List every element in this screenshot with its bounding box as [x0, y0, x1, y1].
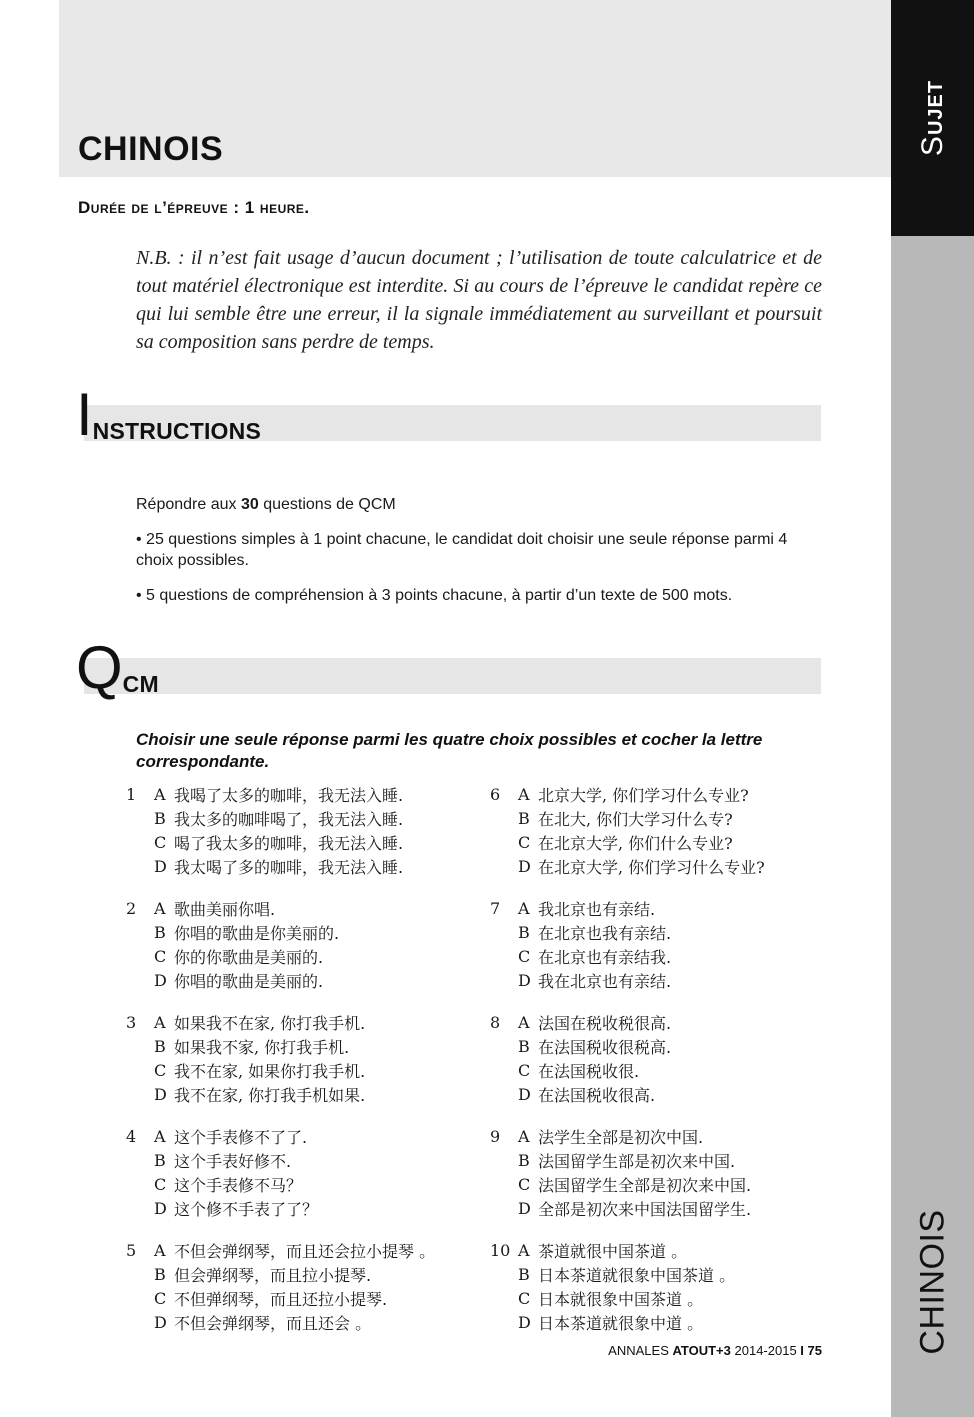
option-letter: A: [518, 898, 530, 918]
question-6-option-a: [490, 782, 850, 806]
option-text: 在北京也有亲结我.: [538, 947, 672, 967]
instructions-bullet-2: • 5 questions de compréhension à 3 points chacune, à partir d’un texte de 500 mots.: [136, 587, 733, 604]
option-text: 法国在税收税很高.: [538, 1013, 672, 1033]
option-text: 北京大学, 你们学习什么专业?: [538, 785, 749, 805]
option-letter: B: [518, 1036, 530, 1056]
question-number: 1: [126, 784, 137, 804]
question-number: 10: [490, 1240, 511, 1260]
question-4-option-c: [126, 1172, 486, 1196]
option-text: 这个手表修不马？: [174, 1175, 303, 1195]
questions-right-column: [490, 782, 850, 1352]
option-letter: A: [154, 784, 166, 804]
question-6: [490, 782, 850, 896]
question-7: [490, 896, 850, 1010]
question-9-option-c: [490, 1172, 850, 1196]
option-letter: C: [154, 1060, 167, 1080]
page-title: CHINOIS: [78, 130, 224, 168]
question-4: [126, 1124, 486, 1238]
question-8-option-b: [490, 1034, 850, 1058]
question-5-option-b: [126, 1262, 486, 1286]
question-8-option-d: [490, 1082, 850, 1106]
option-letter: B: [518, 1150, 530, 1170]
option-letter: A: [154, 1012, 166, 1032]
option-text: 我不在家, 你打我手机如果.: [174, 1085, 366, 1105]
question-number: 5: [126, 1240, 137, 1260]
question-7-option-c: [490, 944, 850, 968]
nb-paragraph: N.B. : il n’est fait usage d’aucun document ; l’utilisation de toute calculatrice et de tout matériel électronique est interdite. Si au cours de l’épreuve le candidat repère ce qui lui semble être une erreur, il la signale immédiatement au surveillant et poursuit sa composition sans perdre de temps.: [136, 247, 822, 353]
qcm-band: [84, 658, 821, 694]
option-text: 如果我不在家, 你打我手机.: [174, 1013, 366, 1033]
question-7-option-b: [490, 920, 850, 944]
question-7-option-d: [490, 968, 850, 992]
option-letter: D: [154, 970, 167, 990]
question-number: 2: [126, 898, 137, 918]
option-text: 在法国税收很.: [538, 1061, 640, 1081]
question-6-option-d: [490, 854, 850, 878]
question-number: 3: [126, 1012, 137, 1032]
option-letter: A: [518, 784, 530, 804]
option-text: 歌曲美丽你唱.: [174, 899, 276, 919]
page-footer: [608, 1343, 822, 1358]
option-letter: C: [154, 832, 167, 852]
qcm-heading-rest: CM: [122, 671, 159, 697]
questions-left-column: [126, 782, 486, 1352]
question-10-option-c: [490, 1286, 850, 1310]
page-number: 75: [803, 1343, 822, 1358]
question-3-option-d: [126, 1082, 486, 1106]
question-number: 4: [126, 1126, 137, 1146]
option-text: 我在北京也有亲结.: [538, 971, 672, 991]
question-9: [490, 1124, 850, 1238]
option-text: 但会弹纲琴，而且拉小提琴.: [174, 1265, 372, 1285]
option-text: 我北京也有亲结.: [538, 899, 656, 919]
question-number: 8: [490, 1012, 501, 1032]
option-letter: C: [518, 1174, 531, 1194]
question-2-option-a: [126, 896, 486, 920]
option-letter: D: [154, 1312, 167, 1332]
option-letter: C: [154, 1288, 167, 1308]
question-9-option-d: [490, 1196, 850, 1220]
question-5: [126, 1238, 486, 1352]
question-4-option-a: [126, 1124, 486, 1148]
question-8: [490, 1010, 850, 1124]
option-letter: C: [154, 946, 167, 966]
option-letter: B: [518, 808, 530, 828]
qcm-instruction: Choisir une seule réponse parmi les quatre choix possibles et cocher la lettre correspondante.: [136, 730, 763, 771]
question-1-option-c: [126, 830, 486, 854]
option-letter: B: [154, 808, 166, 828]
option-text: 全部是初次来中国法国留学生.: [538, 1199, 752, 1219]
option-letter: A: [154, 1126, 166, 1146]
option-letter: D: [154, 856, 167, 876]
footer-brand: ATOUT+3: [672, 1343, 731, 1358]
question-6-option-c: [490, 830, 850, 854]
question-1-option-a: [126, 782, 486, 806]
option-text: 日本就很象中国茶道 。: [538, 1289, 704, 1309]
option-text: 不但会弹纲琴，而且还会 。: [174, 1313, 372, 1333]
question-1-option-d: [126, 854, 486, 878]
question-2-option-c: [126, 944, 486, 968]
option-letter: C: [518, 946, 531, 966]
option-text: 我喝了太多的咖啡，我无法入睡.: [174, 785, 404, 805]
question-8-option-c: [490, 1058, 850, 1082]
option-text: 不但弹纲琴，而且还拉小提琴.: [174, 1289, 388, 1309]
instructions-heading: [76, 381, 261, 448]
sujet-initial: S: [916, 135, 949, 157]
option-letter: A: [518, 1240, 530, 1260]
question-6-option-b: [490, 806, 850, 830]
question-number: 7: [490, 898, 501, 918]
option-letter: C: [518, 1288, 531, 1308]
option-letter: B: [518, 922, 530, 942]
option-text: 法国留学生部是初次来中国.: [538, 1151, 736, 1171]
option-text: 这个修不手表了了？: [174, 1199, 319, 1219]
instructions-bullet-1: • 25 questions simples à 1 point chacune, le candidat doit choisir une seule réponse parmi 4 choix possibles.: [136, 531, 788, 569]
option-text: 你唱的歌曲是美丽的.: [174, 971, 324, 991]
sidebar-subject-label: CHINOIS: [913, 1209, 952, 1355]
instructions-heading-rest: NSTRUCTIONS: [92, 418, 261, 444]
footer-separator: I: [800, 1343, 804, 1358]
option-text: 日本茶道就很象中道 。: [538, 1313, 704, 1333]
qcm-initial: Q: [76, 634, 123, 701]
question-3-option-a: [126, 1010, 486, 1034]
footer-annales: ANNALES: [608, 1343, 673, 1358]
question-9-option-b: [490, 1148, 850, 1172]
question-1: [126, 782, 486, 896]
option-text: 你唱的歌曲是你美丽的.: [174, 923, 340, 943]
option-text: 不但会弹纲琴，而且还会拉小提琴 。: [174, 1241, 436, 1261]
sidebar-sujet-label: [916, 80, 950, 156]
intro-after: questions de QCM: [258, 496, 396, 513]
option-letter: D: [518, 1198, 531, 1218]
question-1-option-b: [126, 806, 486, 830]
question-2-option-d: [126, 968, 486, 992]
sujet-rest: UJET: [925, 79, 947, 136]
option-text: 我不在家, 如果你打我手机.: [174, 1061, 366, 1081]
option-text: 如果我不家, 你打我手机.: [174, 1037, 350, 1057]
option-letter: B: [518, 1264, 530, 1284]
option-text: 我太喝了多的咖啡，我无法入睡.: [174, 857, 404, 877]
qcm-heading: [76, 634, 159, 701]
option-letter: C: [154, 1174, 167, 1194]
option-letter: D: [518, 1084, 531, 1104]
option-letter: B: [154, 1150, 166, 1170]
option-text: 日本茶道就很象中国茶道 。: [538, 1265, 736, 1285]
option-text: 茶道就很中国茶道 。: [538, 1241, 688, 1261]
question-count: 30: [240, 496, 259, 513]
instructions-initial: I: [76, 381, 93, 448]
option-letter: A: [518, 1012, 530, 1032]
option-text: 这个手表好修不.: [174, 1151, 292, 1171]
option-text: 在北京大学, 你们学习什么专业?: [538, 857, 765, 877]
question-5-option-a: [126, 1238, 486, 1262]
option-text: 法学生全部是初次中国.: [538, 1127, 704, 1147]
instructions-intro: [136, 494, 826, 515]
option-text: 在北京也我有亲结.: [538, 923, 672, 943]
question-2: [126, 896, 486, 1010]
question-7-option-a: [490, 896, 850, 920]
option-text: 在北京大学, 你们什么专业?: [538, 833, 733, 853]
question-3-option-b: [126, 1034, 486, 1058]
question-10-option-b: [490, 1262, 850, 1286]
footer-year: 2014-2015: [730, 1343, 801, 1358]
question-8-option-a: [490, 1010, 850, 1034]
option-text: 你的你歌曲是美丽的.: [174, 947, 324, 967]
option-letter: A: [518, 1126, 530, 1146]
option-letter: D: [154, 1084, 167, 1104]
option-text: 在法国税收很高.: [538, 1085, 656, 1105]
intro-before: Répondre aux: [136, 496, 241, 513]
option-letter: B: [154, 1264, 166, 1284]
option-text: 在法国税收很税高.: [538, 1037, 672, 1057]
question-4-option-d: [126, 1196, 486, 1220]
option-letter: D: [518, 970, 531, 990]
question-10: [490, 1238, 850, 1352]
question-number: 6: [490, 784, 501, 804]
question-2-option-b: [126, 920, 486, 944]
option-letter: C: [518, 1060, 531, 1080]
option-text: 喝了我太多的咖啡，我无法入睡.: [174, 833, 404, 853]
question-9-option-a: [490, 1124, 850, 1148]
option-letter: D: [154, 1198, 167, 1218]
option-text: 我太多的咖啡喝了，我无法入睡.: [174, 809, 404, 829]
option-letter: D: [518, 1312, 531, 1332]
option-letter: C: [518, 832, 531, 852]
question-10-option-a: [490, 1238, 850, 1262]
option-letter: B: [154, 1036, 166, 1056]
option-letter: B: [154, 922, 166, 942]
option-text: 在北大, 你们大学习什么专?: [538, 809, 733, 829]
option-letter: A: [154, 1240, 166, 1260]
option-text: 这个手表修不了了.: [174, 1127, 308, 1147]
option-letter: D: [518, 856, 531, 876]
option-letter: A: [154, 898, 166, 918]
question-3-option-c: [126, 1058, 486, 1082]
question-5-option-d: [126, 1310, 486, 1334]
question-5-option-c: [126, 1286, 486, 1310]
option-text: 法国留学生全部是初次来中国.: [538, 1175, 752, 1195]
question-4-option-b: [126, 1148, 486, 1172]
question-10-option-d: [490, 1310, 850, 1334]
question-3: [126, 1010, 486, 1124]
question-number: 9: [490, 1126, 501, 1146]
exam-duration: Durée de l’épreuve : 1 heure.: [78, 198, 310, 217]
